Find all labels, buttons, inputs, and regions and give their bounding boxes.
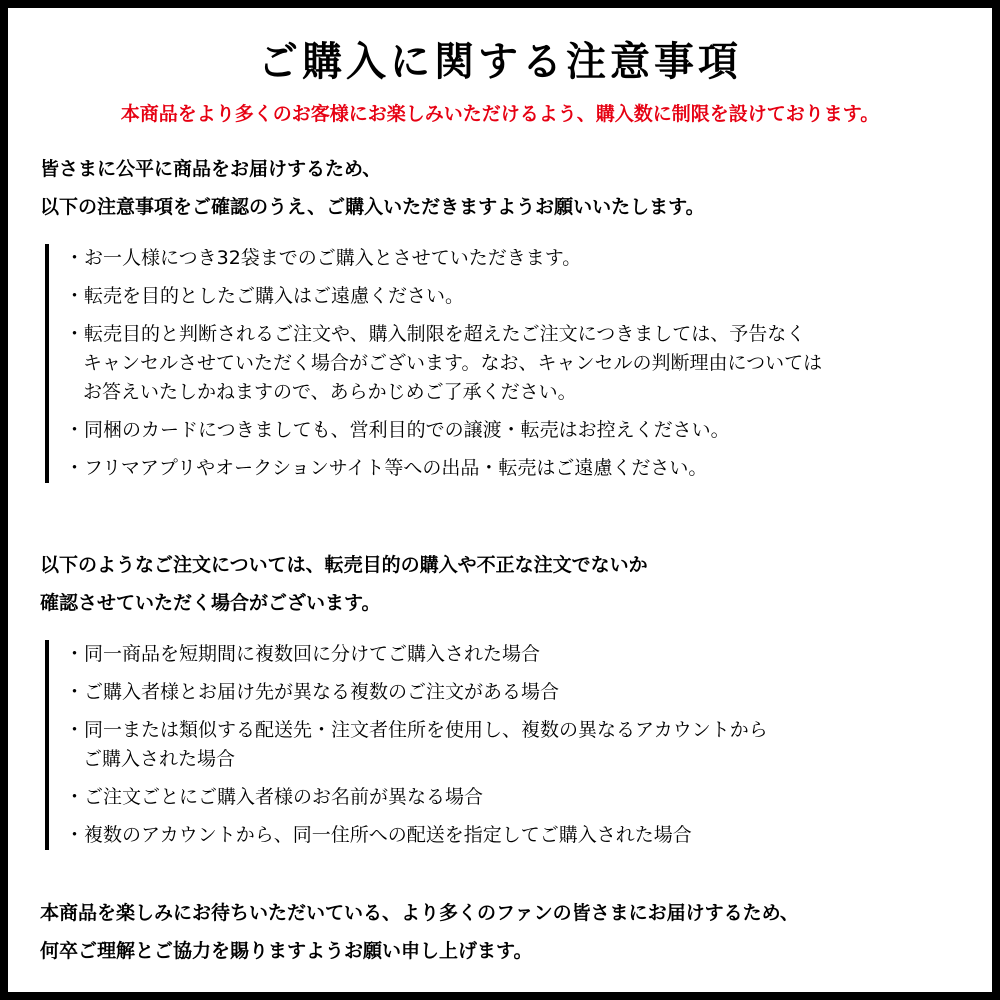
check-intro-line-1: 以下のようなご注文については、転売目的の購入や不正な注文でないか bbox=[40, 554, 648, 576]
intro-line-2: 以下の注意事項をご確認のうえ、ご購入いただきますようお願いいたします。 bbox=[40, 196, 705, 218]
check-5-line-1: ・複数のアカウントから、同一住所への配送を指定してご購入された場合 bbox=[65, 824, 692, 846]
closing-paragraph bbox=[40, 894, 980, 970]
rule-4-line-1: ・同梱のカードにつきましても、営利目的での譲渡・転売はお控えください。 bbox=[65, 419, 730, 441]
rule-5-line-1: ・フリマアプリやオークションサイト等への出品・転売はご遠慮ください。 bbox=[65, 457, 708, 479]
check-item-4 bbox=[65, 783, 975, 812]
rule-item-1 bbox=[65, 244, 975, 273]
check-3-line-2: ご購入された場合 bbox=[83, 748, 236, 770]
rule-item-4 bbox=[65, 416, 975, 445]
check-2-line-1: ・ご購入者様とお届け先が異なる複数のご注文がある場合 bbox=[65, 681, 560, 703]
check-intro-line-2: 確認させていただく場合がございます。 bbox=[40, 592, 381, 614]
rule-3-line-3: お答えいたしかねますので、あらかじめご了承ください。 bbox=[83, 381, 577, 403]
rule-item-2 bbox=[65, 282, 975, 311]
rule-1-line-1: ・お一人様につき32袋までのご購入とさせていただきます。 bbox=[65, 247, 582, 269]
rules-list bbox=[45, 244, 975, 483]
rule-2-line-1: ・転売を目的としたご購入はご遠慮ください。 bbox=[65, 285, 465, 307]
check-3-line-1: ・同一または類似する配送先・注文者住所を使用し、複数の異なるアカウントから bbox=[65, 719, 768, 741]
check-item-1 bbox=[65, 640, 975, 669]
rule-3-line-1: ・転売目的と判断されるご注文や、購入制限を超えたご注文につきましては、予告なく bbox=[65, 323, 806, 345]
intro-paragraph bbox=[40, 150, 980, 226]
rule-item-3 bbox=[65, 320, 975, 407]
closing-line-2: 何卒ご理解とご協力を賜りますようお願い申し上げます。 bbox=[40, 940, 533, 962]
closing-line-1: 本商品を楽しみにお待ちいただいている、より多くのファンの皆さまにお届けするため、 bbox=[40, 902, 799, 924]
rule-item-5 bbox=[65, 454, 975, 483]
check-item-2 bbox=[65, 678, 975, 707]
check-4-line-1: ・ご注文ごとにご購入者様のお名前が異なる場合 bbox=[65, 786, 484, 808]
intro-line-1: 皆さまに公平に商品をお届けするため、 bbox=[40, 158, 382, 180]
check-1-line-1: ・同一商品を短期間に複数回に分けてご購入された場合 bbox=[65, 643, 541, 665]
checks-list bbox=[45, 640, 975, 850]
check-item-3 bbox=[65, 716, 975, 774]
check-intro-paragraph bbox=[40, 546, 980, 622]
notice-panel bbox=[8, 8, 992, 992]
purchase-limit-notice: 本商品をより多くのお客様にお楽しみいただけるよう、購入数に制限を設けております。 bbox=[120, 103, 880, 125]
check-item-5 bbox=[65, 821, 975, 850]
page-title: ご購入に関する注意事項 bbox=[258, 39, 742, 85]
rule-3-line-2: キャンセルさせていただく場合がございます。なお、キャンセルの判断理由については bbox=[83, 352, 823, 374]
